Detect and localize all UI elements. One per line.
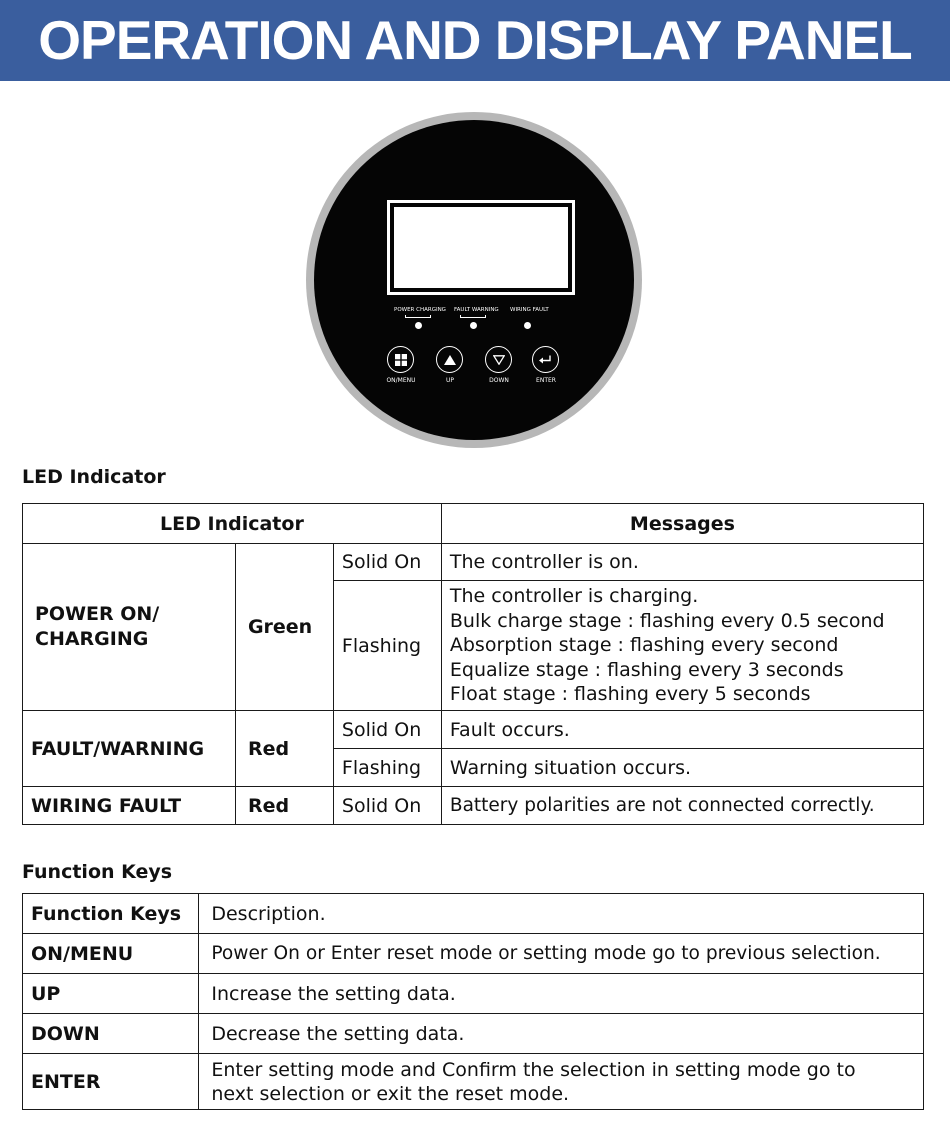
- key-description-cell: Decrease the setting data.: [199, 1014, 924, 1054]
- fault-led-icon: [470, 322, 477, 329]
- indicator-power-charging: POWER ON/ CHARGING: [23, 544, 236, 711]
- led-section-title: LED Indicator: [22, 466, 166, 488]
- triangle-up-icon: [444, 355, 456, 365]
- led-indicator-table: [22, 503, 924, 825]
- state-cell: Solid On: [333, 787, 441, 825]
- state-cell: Solid On: [333, 544, 441, 581]
- indicator-color-green: Green: [235, 544, 333, 711]
- on-menu-key[interactable]: [387, 346, 414, 373]
- led-label-power-charging: POWER CHARGING: [394, 307, 446, 313]
- led-label-wiring-fault: WIRING FAULT: [510, 307, 549, 313]
- down-key-label: DOWN: [489, 377, 509, 384]
- state-cell: Flashing: [333, 749, 441, 787]
- enter-key[interactable]: [532, 346, 559, 373]
- key-description-cell: Power On or Enter reset mode or setting mode go to previous selection.: [199, 934, 924, 974]
- message-cell: Fault occurs.: [441, 711, 923, 749]
- indicator-wiring-fault: WIRING FAULT: [23, 787, 236, 825]
- function-keys-table: [22, 893, 924, 1110]
- message-line: Absorption stage : flashing every second: [449, 634, 839, 657]
- header-function-keys: Function Keys: [23, 894, 199, 934]
- message-line: Bulk charge stage : flashing every 0.5 second: [449, 609, 885, 632]
- message-line: The controller is charging.: [449, 585, 699, 608]
- message-line: Equalize stage : flashing every 3 seconds: [449, 658, 844, 681]
- table-header-row: [23, 894, 924, 934]
- header-led-indicator: LED Indicator: [23, 504, 442, 544]
- function-keys-section-title: Function Keys: [22, 861, 173, 883]
- windows-icon: [395, 354, 407, 366]
- enter-arrow-icon: [539, 355, 552, 365]
- key-name-cell: ON/MENU: [23, 934, 199, 974]
- key-name-cell: UP: [23, 974, 199, 1014]
- table-row: [23, 974, 924, 1014]
- lcd-screen: [387, 200, 575, 295]
- page-banner: [0, 0, 950, 81]
- description-line: Enter setting mode and Confirm the selection in setting mode go to: [211, 1058, 856, 1081]
- power-led-icon: [415, 322, 422, 329]
- controller-panel-image: [306, 112, 642, 448]
- down-key[interactable]: [485, 346, 512, 373]
- message-cell: The controller is on.: [441, 544, 923, 581]
- led-bracket: [460, 315, 486, 318]
- state-cell: Solid On: [333, 711, 441, 749]
- key-name-cell: ENTER: [23, 1054, 199, 1110]
- table-row: [23, 1014, 924, 1054]
- table-row: [23, 1054, 924, 1110]
- up-key[interactable]: [436, 346, 463, 373]
- controller-face: [314, 120, 634, 440]
- message-line: Float stage : flashing every 5 seconds: [449, 683, 811, 706]
- message-cell: [441, 581, 923, 711]
- table-row: [23, 934, 924, 974]
- indicator-color-red: Red: [235, 711, 333, 787]
- header-messages: Messages: [441, 504, 923, 544]
- key-name-cell: DOWN: [23, 1014, 199, 1054]
- enter-key-label: ENTER: [536, 377, 556, 384]
- message-cell: Battery polarities are not connected correctly.: [441, 787, 923, 825]
- message-cell: Warning situation occurs.: [441, 749, 923, 787]
- triangle-down-icon: [493, 355, 505, 365]
- indicator-color-red: Red: [235, 787, 333, 825]
- page-title: OPERATION AND DISPLAY PANEL: [38, 9, 912, 71]
- table-row: [23, 787, 924, 825]
- led-bracket: [405, 315, 431, 318]
- key-description-cell: Increase the setting data.: [199, 974, 924, 1014]
- description-line: next selection or exit the reset mode.: [211, 1082, 570, 1105]
- on-menu-key-label: ON/MENU: [386, 377, 416, 384]
- table-row: [23, 711, 924, 749]
- table-header-row: [23, 504, 924, 544]
- state-cell: Flashing: [333, 581, 441, 711]
- key-description-cell: [199, 1054, 924, 1110]
- led-label-fault-warning: FAULT WARNING: [454, 307, 499, 313]
- header-description: Description.: [199, 894, 924, 934]
- wiring-fault-led-icon: [524, 322, 531, 329]
- table-row: [23, 544, 924, 581]
- up-key-label: UP: [445, 377, 455, 384]
- indicator-fault-warning: FAULT/WARNING: [23, 711, 236, 787]
